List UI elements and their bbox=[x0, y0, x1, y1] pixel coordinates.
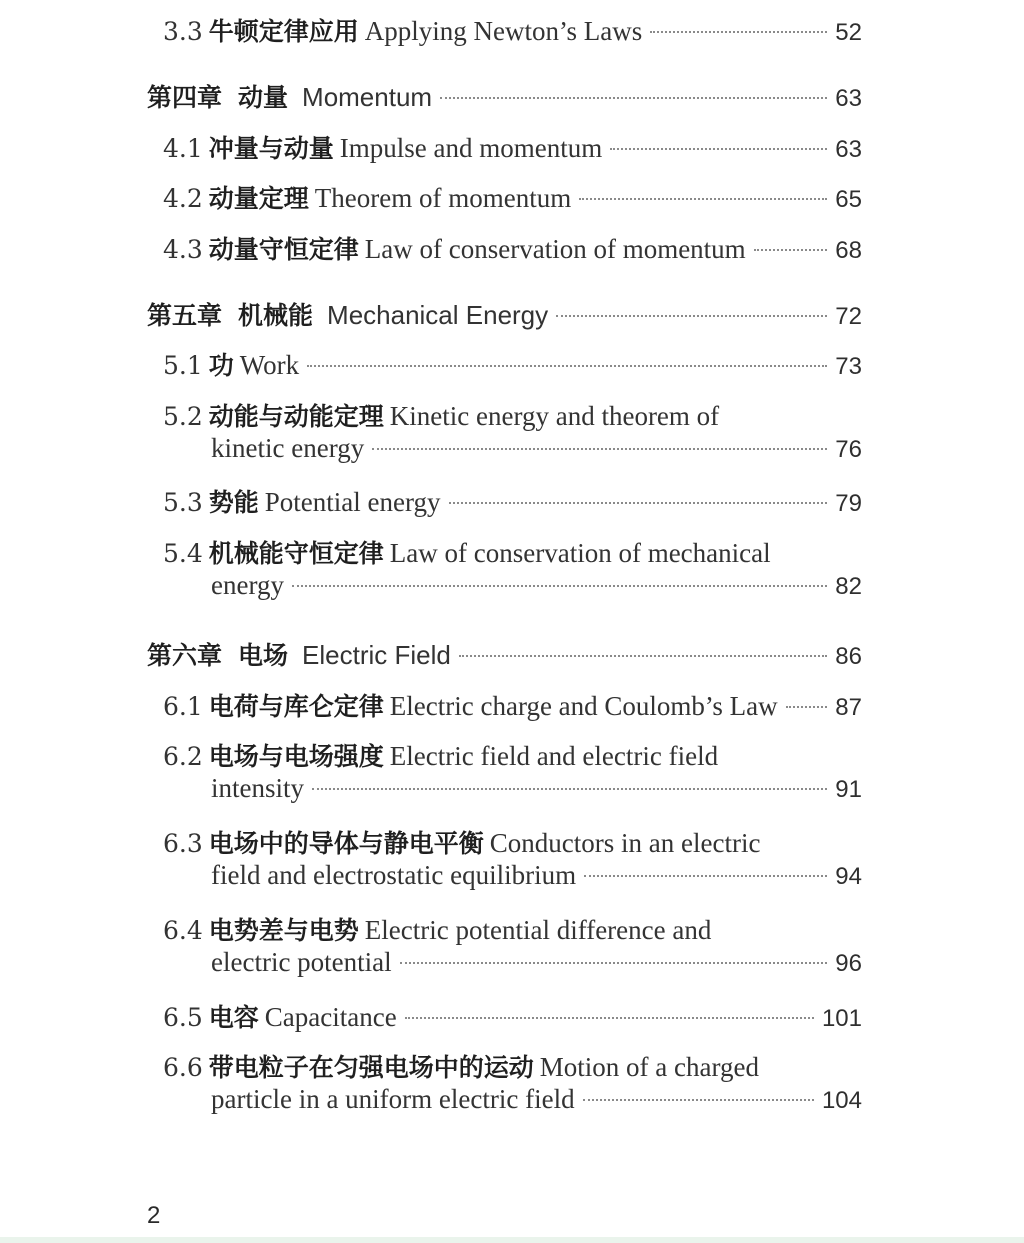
section-title-zh: 电荷与库仑定律 bbox=[208, 692, 384, 721]
section-title-zh: 牛顿定律应用 bbox=[208, 17, 359, 46]
toc-entry-line bbox=[163, 737, 862, 773]
dot-leader bbox=[583, 1099, 814, 1101]
chapter-label: 第四章 bbox=[147, 83, 223, 112]
page-number-ref: 65 bbox=[835, 186, 862, 213]
section-title-en: Impulse and momentum bbox=[339, 133, 603, 163]
toc-entry-line bbox=[147, 78, 862, 114]
section-title-zh: 动量守恒定律 bbox=[208, 235, 359, 264]
page-number-ref: 91 bbox=[835, 776, 862, 803]
page-number-ref: 86 bbox=[835, 643, 862, 670]
dot-leader bbox=[584, 875, 827, 877]
section-title-zh: 带电粒子在匀强电场中的运动 bbox=[208, 1053, 534, 1082]
section-title-zh: 动能与动能定理 bbox=[208, 402, 384, 431]
toc-entry-line bbox=[163, 129, 862, 165]
toc-entry-line bbox=[163, 346, 862, 382]
section-number: 6.5 bbox=[163, 1003, 203, 1032]
dot-leader bbox=[307, 365, 827, 367]
chapter-title-en: Mechanical Energy bbox=[327, 300, 549, 330]
page-number-ref: 101 bbox=[821, 1005, 862, 1032]
section-title-zh: 冲量与动量 bbox=[208, 134, 334, 163]
dot-leader bbox=[459, 655, 827, 657]
dot-leader bbox=[292, 585, 827, 587]
section-number: 5.1 bbox=[163, 351, 203, 380]
page-number-ref: 82 bbox=[835, 573, 862, 600]
section-title-en: Kinetic energy and theorem of bbox=[389, 401, 720, 431]
section-title-en: Conductors in an electric bbox=[489, 828, 761, 858]
section-title-en: Electric field and electric field bbox=[389, 741, 719, 771]
toc-entry-line bbox=[163, 179, 862, 215]
section-title-zh: 机械能守恒定律 bbox=[208, 539, 384, 568]
section-title-en: Potential energy bbox=[264, 487, 441, 517]
toc-entry-line bbox=[163, 824, 862, 860]
section-number: 5.3 bbox=[163, 488, 203, 517]
section-number: 6.2 bbox=[163, 742, 203, 771]
section-title-en: Capacitance bbox=[264, 1002, 397, 1032]
dot-leader bbox=[579, 198, 827, 200]
section-number: 6.3 bbox=[163, 829, 203, 858]
dot-leader bbox=[610, 148, 827, 150]
section-title-zh: 电容 bbox=[208, 1003, 259, 1032]
toc-entry-line bbox=[163, 1048, 862, 1084]
section-title-en: Law of conservation of mechanical bbox=[389, 538, 771, 568]
chapter-label: 第五章 bbox=[147, 301, 223, 330]
toc-entry-line bbox=[147, 296, 862, 332]
section-title-zh: 电场与电场强度 bbox=[208, 742, 384, 771]
page-number: 2 bbox=[147, 1202, 161, 1229]
toc-entry-line bbox=[147, 636, 862, 672]
section-title-en-continued: energy bbox=[211, 570, 284, 600]
section-title-zh: 势能 bbox=[208, 488, 259, 517]
toc-entry-line bbox=[163, 998, 862, 1034]
toc-entry-continuation bbox=[211, 860, 862, 891]
chapter-title-zh: 机械能 bbox=[238, 301, 314, 330]
toc-entry-line bbox=[163, 12, 862, 48]
section-number: 4.3 bbox=[163, 235, 203, 264]
section-number: 4.1 bbox=[163, 134, 203, 163]
chapter-title-zh: 动量 bbox=[238, 83, 289, 112]
dot-leader bbox=[400, 962, 828, 964]
toc-entry-continuation bbox=[211, 1084, 862, 1115]
section-number: 5.4 bbox=[163, 539, 203, 568]
toc-entry-line bbox=[163, 534, 862, 570]
section-number: 4.2 bbox=[163, 184, 203, 213]
page-number-ref: 104 bbox=[821, 1087, 862, 1114]
dot-leader bbox=[372, 448, 827, 450]
section-title-en: Law of conservation of momentum bbox=[364, 234, 746, 264]
toc-entry-continuation bbox=[211, 947, 862, 978]
section-number: 6.1 bbox=[163, 692, 203, 721]
toc-entry-line bbox=[163, 911, 862, 947]
chapter-title-en: Electric Field bbox=[302, 640, 451, 670]
dot-leader bbox=[556, 315, 827, 317]
page-number-ref: 87 bbox=[835, 694, 862, 721]
chapter-label: 第六章 bbox=[147, 641, 223, 670]
section-title-en: Work bbox=[239, 350, 300, 380]
dot-leader bbox=[440, 97, 827, 99]
section-title-en-continued: electric potential bbox=[211, 947, 392, 977]
page-number-ref: 72 bbox=[835, 303, 862, 330]
page-number-ref: 63 bbox=[835, 85, 862, 112]
page-number-ref: 68 bbox=[835, 237, 862, 264]
section-title-en: Theorem of momentum bbox=[314, 183, 572, 213]
section-number: 6.6 bbox=[163, 1053, 203, 1082]
page-number-ref: 96 bbox=[835, 950, 862, 977]
section-title-en: Electric potential difference and bbox=[364, 915, 712, 945]
dot-leader bbox=[786, 706, 828, 708]
toc-entry-continuation bbox=[211, 570, 862, 601]
section-number: 6.4 bbox=[163, 916, 203, 945]
section-number: 3.3 bbox=[163, 17, 203, 46]
section-title-zh: 动量定理 bbox=[208, 184, 309, 213]
section-title-en-continued: particle in a uniform electric field bbox=[211, 1084, 575, 1114]
dot-leader bbox=[312, 788, 827, 790]
chapter-title-en: Momentum bbox=[302, 82, 433, 112]
dot-leader bbox=[405, 1017, 814, 1019]
toc-entry-continuation bbox=[211, 773, 862, 804]
bottom-band bbox=[0, 1237, 1024, 1243]
section-title-en-continued: intensity bbox=[211, 773, 304, 803]
toc-entry-line bbox=[163, 230, 862, 266]
section-number: 5.2 bbox=[163, 402, 203, 431]
section-title-en: Applying Newton’s Laws bbox=[364, 16, 643, 46]
dot-leader bbox=[650, 31, 827, 33]
section-title-zh: 电场中的导体与静电平衡 bbox=[208, 829, 484, 858]
dot-leader bbox=[754, 249, 828, 251]
page-number-ref: 76 bbox=[835, 436, 862, 463]
chapter-title-zh: 电场 bbox=[238, 641, 289, 670]
toc-entry-continuation bbox=[211, 433, 862, 464]
section-title-zh: 功 bbox=[208, 351, 234, 380]
section-title-en: Electric charge and Coulomb’s Law bbox=[389, 691, 778, 721]
toc-entry-line bbox=[163, 397, 862, 433]
page-number-ref: 73 bbox=[835, 353, 862, 380]
page-number-ref: 52 bbox=[835, 19, 862, 46]
toc-entry-line bbox=[163, 687, 862, 723]
page-number-ref: 63 bbox=[835, 136, 862, 163]
dot-leader bbox=[449, 502, 828, 504]
page-number-ref: 79 bbox=[835, 490, 862, 517]
section-title-en: Motion of a charged bbox=[539, 1052, 759, 1082]
section-title-en-continued: field and electrostatic equilibrium bbox=[211, 860, 577, 890]
toc-entry-line bbox=[163, 483, 862, 519]
section-title-en-continued: kinetic energy bbox=[211, 433, 365, 463]
page-number-ref: 94 bbox=[835, 863, 862, 890]
section-title-zh: 电势差与电势 bbox=[208, 916, 359, 945]
